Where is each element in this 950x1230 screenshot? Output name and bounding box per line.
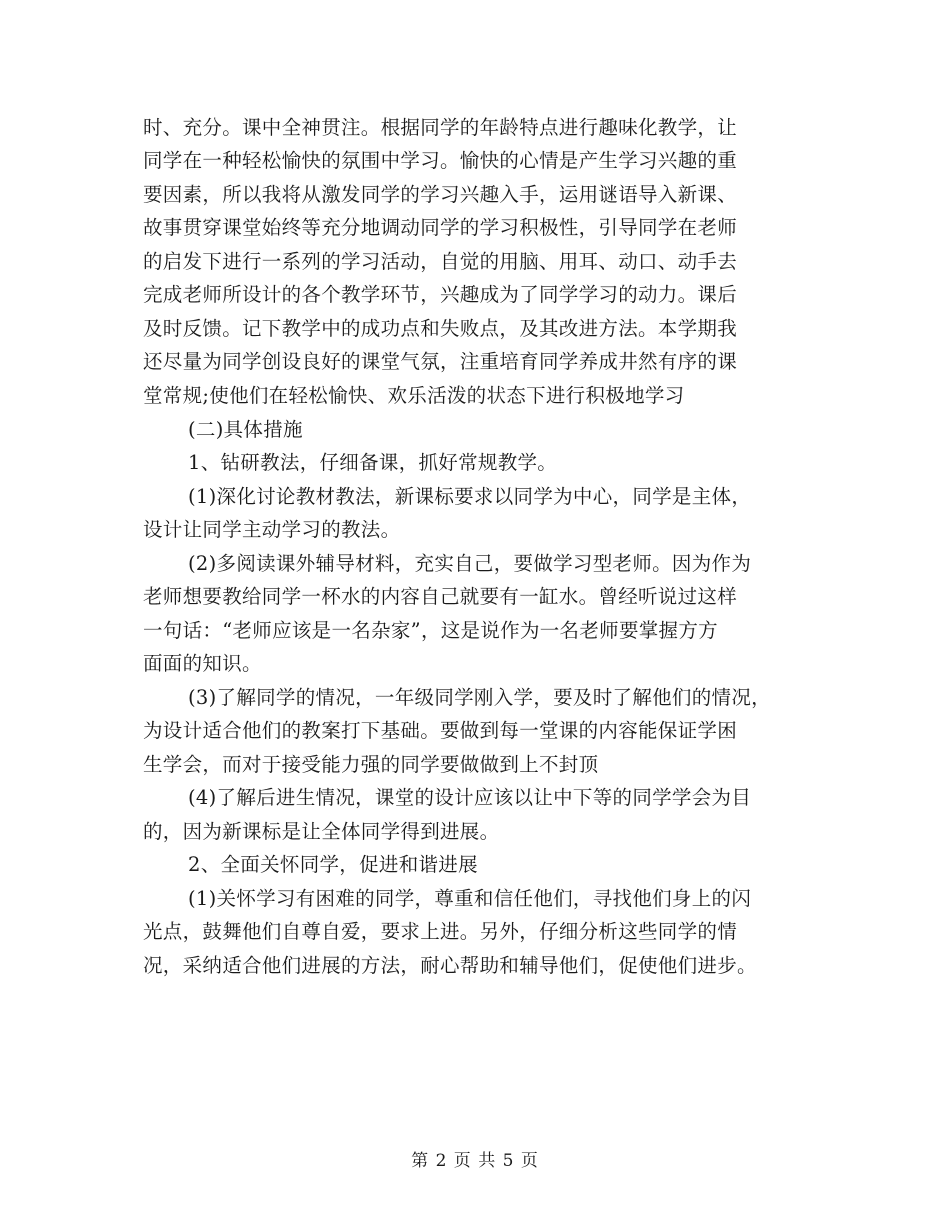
paragraph-line: 还尽量为同学创设良好的课堂气氛，注重培育同学养成井然有序的课 [143, 350, 738, 373]
paragraph-line: 同学在一种轻松愉快的氛围中学习。愉快的心情是产生学习兴趣的重 [143, 149, 738, 172]
paragraph-line: 为设计适合他们的教案打下基础。要做到每一堂课的内容能保证学困 [143, 719, 738, 742]
paragraph-line: 设计让同学主动学习的教法。 [143, 518, 401, 541]
paragraph-line: 时、充分。课中全神贯注。根据同学的年龄特点进行趣味化教学，让 [143, 116, 738, 139]
paragraph-line: 的启发下进行一系列的学习活动，自觉的用脑、用耳、动口、动手去 [143, 250, 738, 273]
paragraph-line: 生学会，而对于接受能力强的同学要做做到上不封顶 [143, 753, 599, 776]
paragraph-line: (1)关怀学习有困难的同学，尊重和信任他们，寻找他们身上的闪 [188, 887, 752, 910]
paragraph-line: 完成老师所设计的各个教学环节，兴趣成为了同学学习的动力。课后 [143, 283, 738, 306]
paragraph-line: (1)深化讨论教材教法，新课标要求以同学为中心，同学是主体， [188, 485, 752, 508]
page-number: 第 2 页 共 5 页 [411, 1151, 539, 1171]
paragraph-line: 况，采纳适合他们进展的方法，耐心帮助和辅导他们，促使他们进步。 [143, 954, 757, 977]
paragraph-line: (3)了解同学的情况，一年级同学刚入学，要及时了解他们的情况， [188, 686, 771, 709]
paragraph-line: 堂常规;使他们在轻松愉快、欢乐活泼的状态下进行积极地学习 [143, 384, 685, 407]
paragraph-line: 及时反馈。记下教学中的成功点和失败点，及其改进方法。本学期我 [143, 317, 738, 340]
subsection-heading: 1、钻研教法，仔细备课，抓好常规教学。 [188, 451, 558, 474]
paragraph-line: 的，因为新课标是让全体同学得到进展。 [143, 820, 500, 843]
subsection-heading: 2、全面关怀同学，促进和谐进展 [188, 853, 478, 876]
paragraph-line: 要因素，所以我将从激发同学的学习兴趣入手，运用谜语导入新课、 [143, 183, 738, 206]
paragraph-line: 一句话：“老师应该是一名杂家”，这是说作为一名老师要掌握方方 [143, 619, 718, 642]
paragraph-line: (4)了解后进生情况，课堂的设计应该以让中下等的同学学会为目 [188, 786, 752, 809]
paragraph-line: 老师想要教给同学一杯水的内容自己就要有一缸水。曾经听说过这样 [143, 585, 738, 608]
paragraph-line: 光点，鼓舞他们自尊自爱，要求上进。另外，仔细分析这些同学的情 [143, 920, 738, 943]
paragraph-line: 面面的知识。 [143, 652, 262, 675]
paragraph-line: (2)多阅读课外辅导材料，充实自己，要做学习型老师。因为作为 [188, 552, 752, 575]
section-heading: (二)具体措施 [188, 418, 303, 441]
paragraph-line: 故事贯穿课堂始终等充分地调动同学的学习积极性，引导同学在老师 [143, 216, 738, 239]
